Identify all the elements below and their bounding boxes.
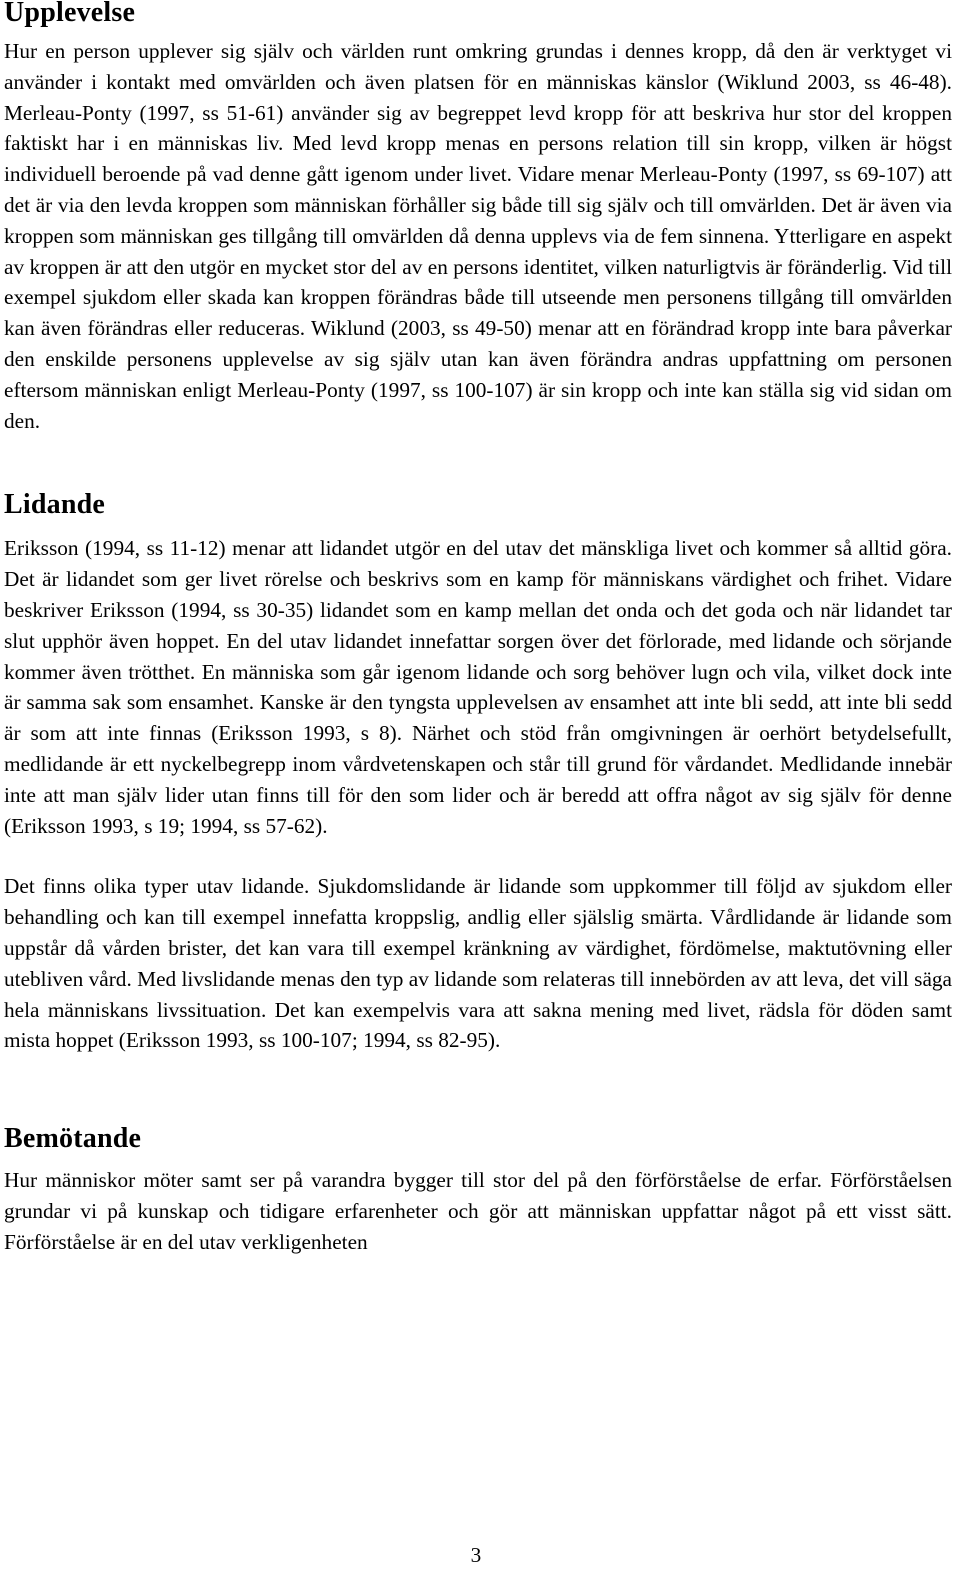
document-page [4, 0, 952, 1258]
section-bemotande [4, 1123, 952, 1257]
paragraph: Det finns olika typer utav lidande. Sjukdomslidande är lidande som uppkommer till följd av sjukdom eller behandling och kan till exempel innefatta kroppslig, andlig eller själslig smärta. Vårdlidande är lidande som uppstår då vården brister, det kan vara till exempel kränkning av värdighet, fördömelse, maktutövning eller utebliven vård. Med livslidande menas den typ av lidande som relateras till innebörden av att leva, det vill säga hela människans livssituation. Det kan exempelvis vara att sakna mening med livet, rädsla för döden samt mista hoppet (Eriksson 1993, ss 100-107; 1994, ss 82-95). [4, 874, 952, 1053]
paragraph: Hur en person upplever sig själv och världen runt omkring grundas i dennes kropp, då den är verktyget vi använder i kontakt med omvärlden och även platsen för en människas känslor (Wiklund 2003, ss 46-48). Merleau-Ponty (1997, ss 51-61) använder sig av begreppet levd kropp för att beskriva hur stor del kroppen faktiskt har i en människas liv. Med levd kropp menas en persons relation till sin kropp, vilken är högst individuell beroende på vad denne gått igenom under livet. Vidare menar Merleau-Ponty (1997, ss 69-107) att det är via den levda kroppen som människan förhåller sig både till sig själv och till omvärlden. Det är även via kroppen som människan ges tillgång till omvärlden då denna upplevs via de fem sinnena. Ytterligare en aspekt av kroppen är att den utgör en mycket stor del av en persons identitet, vilken naturligtvis är föränderlig. Vid till exempel sjukdom eller skada kan kroppen förändras både till utseende men personens tillgång till omvärlden kan även förändras eller reduceras. Wiklund (2003, ss 49-50) menar att en förändrad kropp inte bara påverkar den enskilde personens upplevelse av sig själv utan kan även förändra andras uppfattning om personen eftersom människan enligt Merleau-Ponty (1997, ss 100-107) är sin kropp och inte kan ställa sig vid sidan om den. [4, 39, 952, 433]
section-lidande [4, 489, 952, 1056]
page-number: 3 [470, 1543, 482, 1567]
section-heading-bemotande: Bemötande [4, 1123, 142, 1155]
section-heading-lidande: Lidande [4, 489, 105, 521]
section-upplevelse [4, 0, 952, 436]
paragraph: Eriksson (1994, ss 11-12) menar att lidandet utgör en del utav det mänskliga livet och kommer så alltid göra. Det är lidandet som ger livet rörelse och beskrivs som en kamp för människans värdighet och frihet. Vidare beskriver Eriksson (1994, ss 30-35) lidandet som en kamp mellan det onda och det goda och när lidandet tar slut upphör även hoppet. En del utav lidandet innefattar sorgen över det förlorade, med lidande och sörjande kommer även trötthet. En människa som går igenom lidande och sorg behöver lugn och vila, vilket dock inte är samma sak som ensamhet. Kanske är den tyngsta upplevelsen av ensamhet att inte bli sedd, att inte bli sedd är som att inte finnas (Eriksson 1993, s 8). Närhet och stöd från omgivningen är oerhört betydelsefullt, medlidande är ett nyckelbegrepp inom vårdvetenskapen och står till grund för vårdandet. Medlidande innebär inte att man själv lider utan finns till för den som lider och är beredd att offra något av sig själv för denne (Eriksson 1993, s 19; 1994, ss 57-62). [4, 536, 952, 838]
paragraph: Hur människor möter samt ser på varandra bygger till stor del på den förförståelse de erfar. Förförståelsen grundar vi på kunskap och tidigare erfarenheter och gör att människan uppfattar något på ett visst sätt. Förförståelse är en del utav verkligenheten [4, 1168, 952, 1254]
section-heading-upplevelse: Upplevelse [4, 0, 136, 28]
